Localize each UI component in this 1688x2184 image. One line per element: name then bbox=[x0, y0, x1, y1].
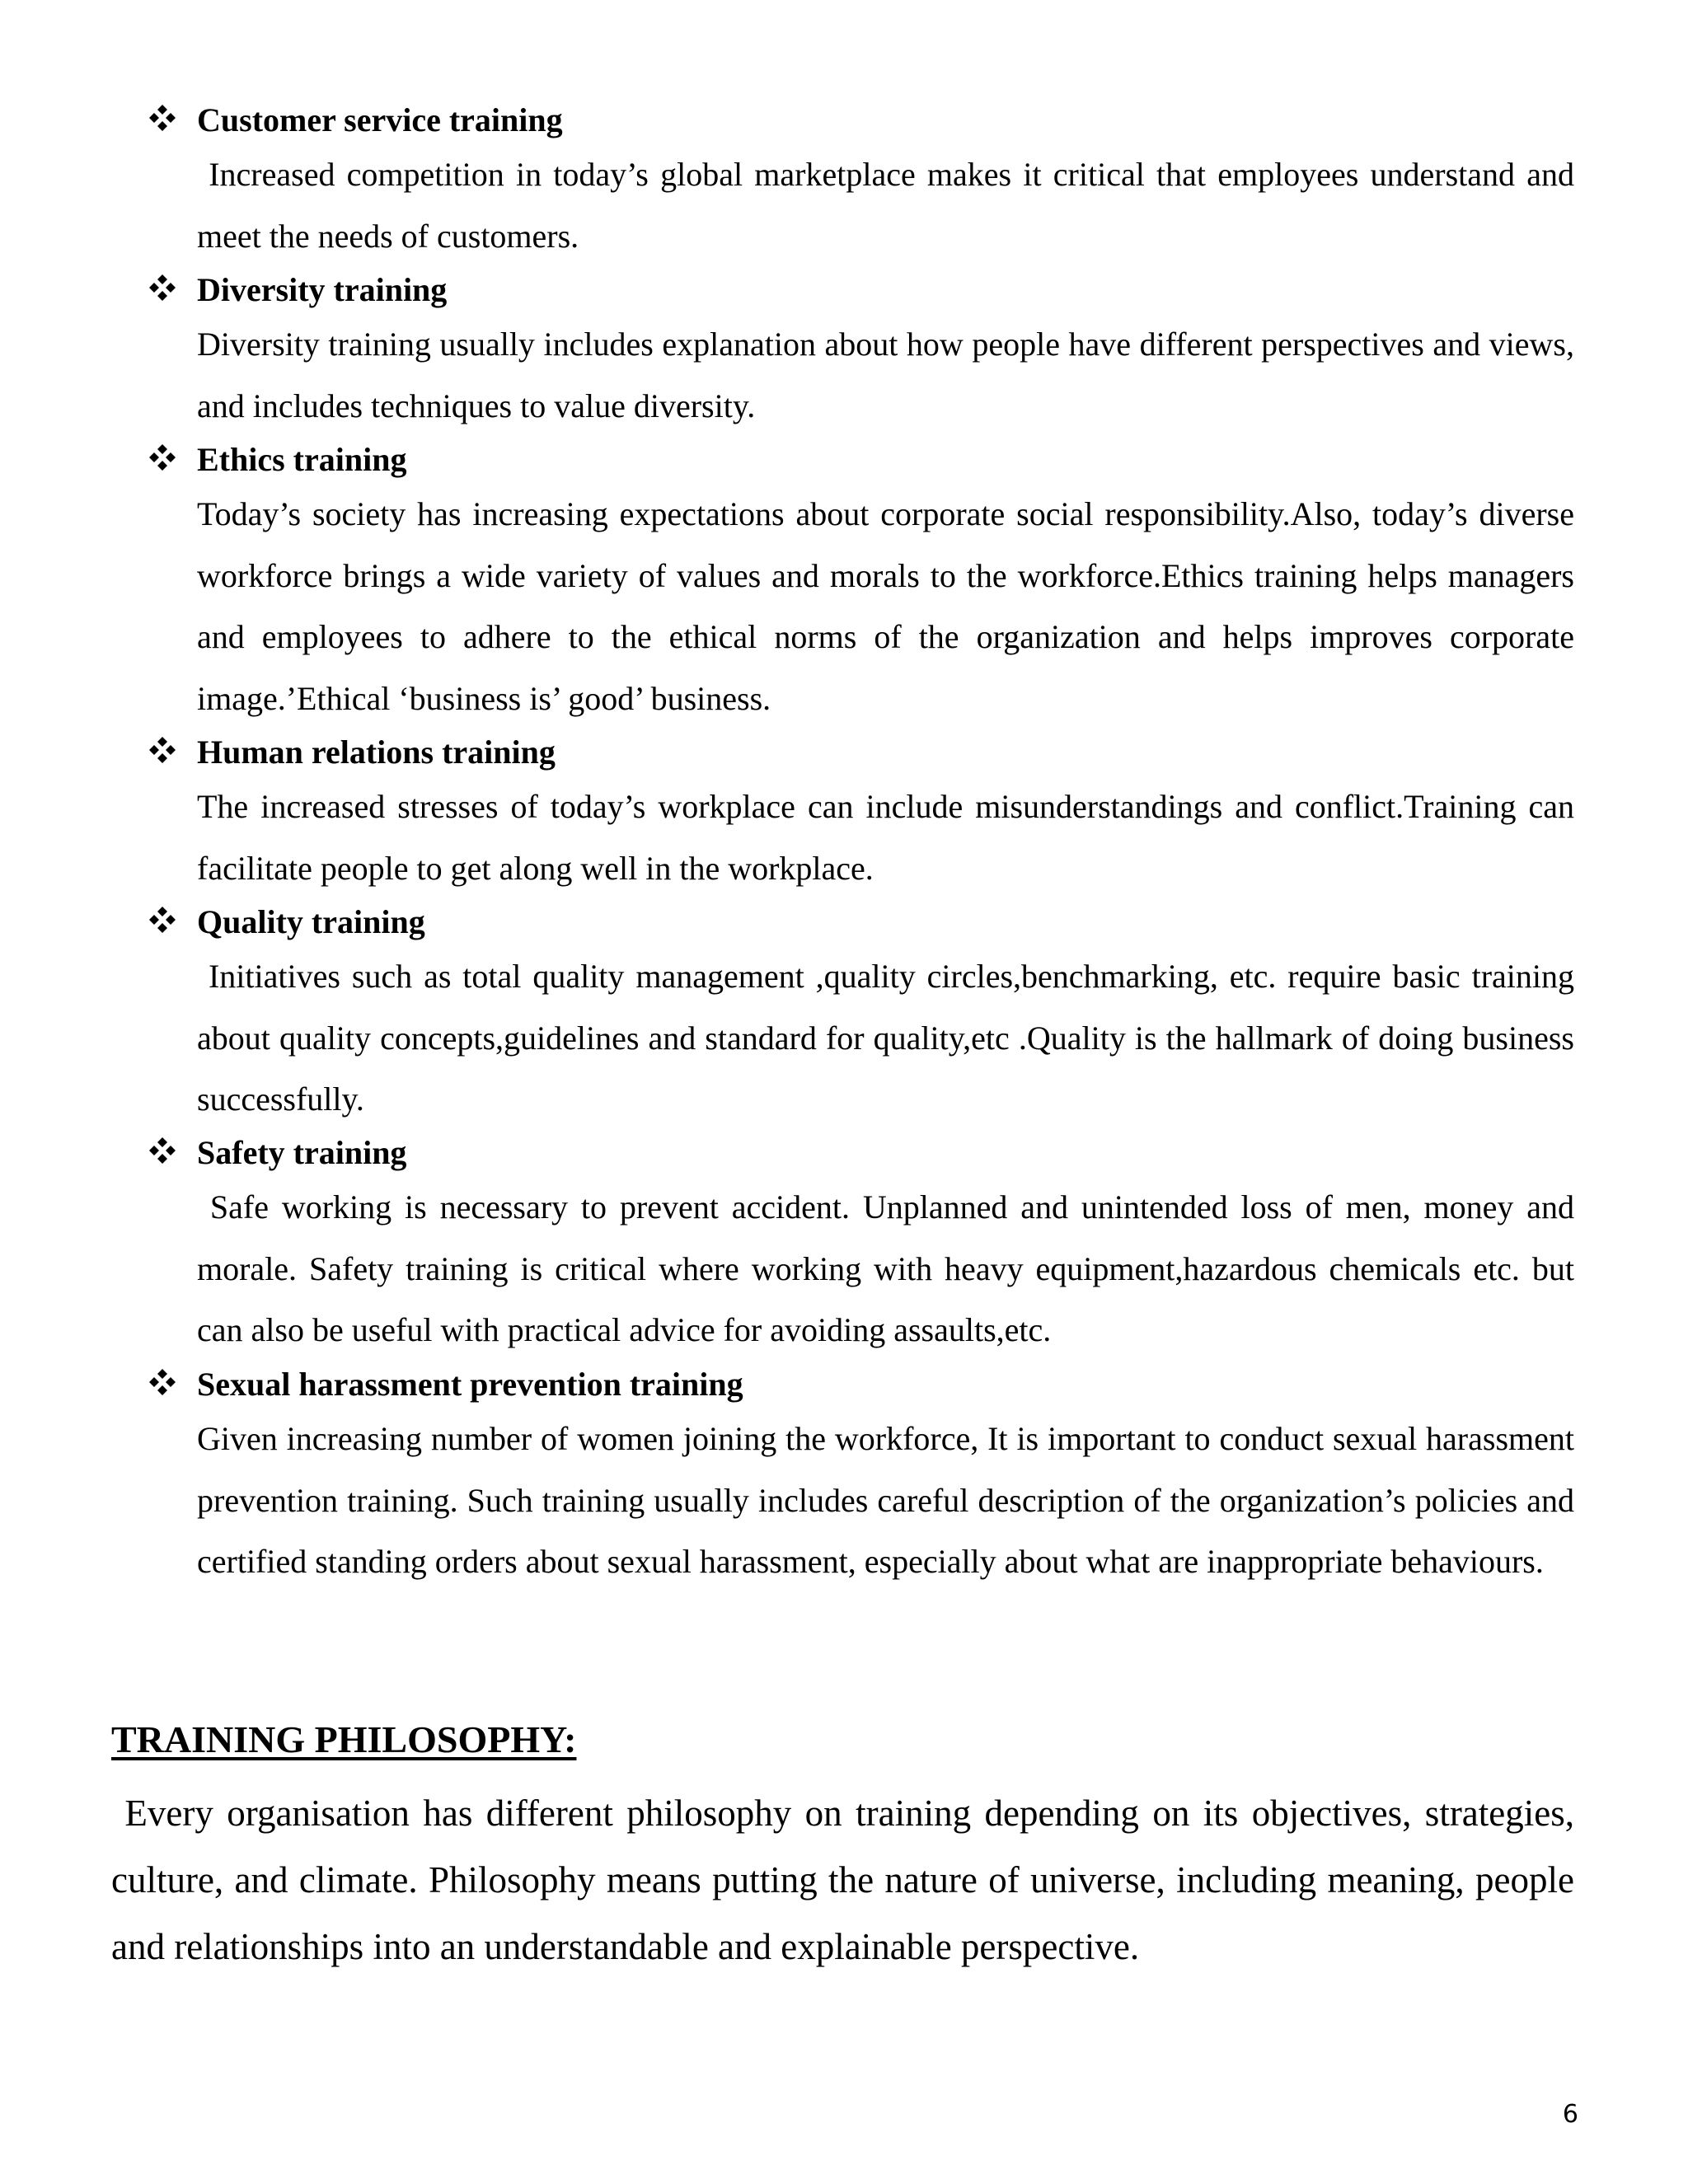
diamond-bullet-icon bbox=[148, 274, 176, 302]
item-heading: Diversity training bbox=[197, 271, 448, 308]
item-heading: Safety training bbox=[197, 1134, 407, 1171]
item-body: Initiatives such as total quality management ,quality circles,benchmarking, etc. require basic training about quality concepts,guidelines and standard for quality,etc .Quality is the hallmark of doing business successfully. bbox=[197, 958, 1583, 1118]
section-paragraph: Every organisation has different philosophy on training depending on its objectives, strategies, culture, and climate. Philosophy means putting the nature of universe, including meaning, people and relationships into an understandable and explainable perspective. bbox=[111, 1793, 1584, 1967]
item-body: Increased competition in today’s global marketplace makes it critical that employees understand and meet the needs of customers. bbox=[197, 156, 1583, 255]
section-title: TRAINING PHILOSOPHY: bbox=[111, 1718, 577, 1760]
diamond-bullet-icon bbox=[148, 443, 176, 471]
item-heading: Quality training bbox=[197, 903, 425, 940]
diamond-bullet-icon bbox=[148, 104, 176, 132]
item-heading: Customer service training bbox=[197, 101, 563, 138]
item-body: Safe working is necessary to prevent accident. Unplanned and unintended loss of men, money and morale. Safety training is critical where working with heavy equipment,hazardous chemicals etc. but can also be useful with practical advice for avoiding assaults,etc. bbox=[197, 1188, 1583, 1348]
item-heading: Sexual harassment prevention training bbox=[197, 1366, 743, 1403]
item-heading: Human relations training bbox=[197, 733, 556, 771]
diamond-bullet-icon bbox=[148, 1137, 176, 1165]
item-body: The increased stresses of today’s workplace can include misunderstandings and conflict.Training can facilitate people to get along well in the workplace. bbox=[197, 788, 1574, 887]
item-body: Today’s society has increasing expectations about corporate social responsibility.Also, today’s diverse workforce brings a wide variety of values and morals to the workforce.Ethics training helps managers and employees to adhere to the ethical norms of the organization and helps improves corporate image.’Ethical ‘business is’ good’ business. bbox=[197, 495, 1574, 717]
diamond-bullet-icon bbox=[148, 1368, 176, 1396]
item-body: Given increasing number of women joining the workforce, It is important to conduct sexual harassment prevention training. Such training usually includes careful description of the organization’s policies and certified standing orders about sexual harassment, especially about what are inappropriate behaviours. bbox=[197, 1420, 1574, 1580]
page-number: 6 bbox=[1562, 2100, 1578, 2129]
item-body: Diversity training usually includes explanation about how people have different perspectives and views, and includes techniques to value diversity. bbox=[197, 326, 1574, 424]
item-heading: Ethics training bbox=[197, 441, 407, 478]
diamond-bullet-icon bbox=[148, 906, 176, 934]
diamond-bullet-icon bbox=[148, 736, 176, 764]
